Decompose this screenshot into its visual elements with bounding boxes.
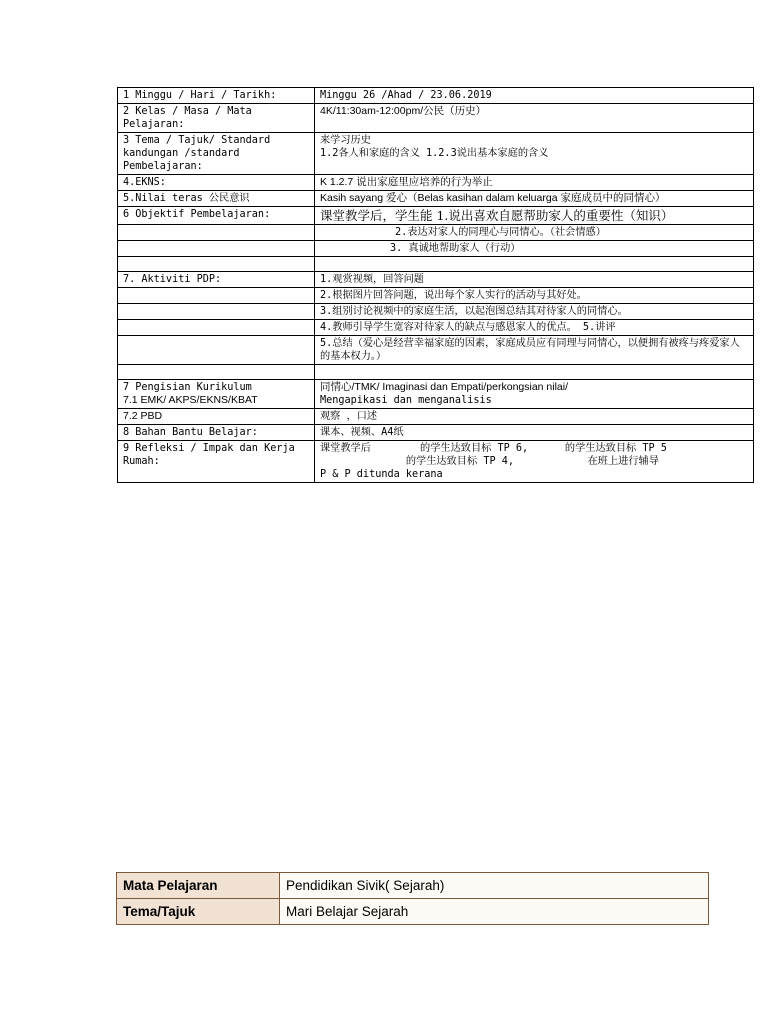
curriculum-line-1: 同情心/TMK/ Imaginasi dan Empati/perkongsian nilai/ [320, 381, 569, 393]
table-row [118, 365, 754, 380]
table-row [118, 320, 754, 336]
table-row [118, 241, 754, 257]
table-row [118, 441, 754, 483]
row-value-materials: 课本、视频、A4纸 [315, 425, 754, 441]
row-value-class: 4K/11:30am-12:00pm/公民（历史） [315, 104, 754, 133]
row-label-nilai: 5.Nilai teras 公民意识 [118, 191, 315, 207]
row-label-activity: 7. Aktiviti PDP: [118, 272, 315, 288]
table-row [118, 104, 754, 133]
topic-label: Tema/Tajuk [117, 899, 280, 925]
row-label-objective: 6 Objektif Pembelajaran: [118, 207, 315, 225]
row-label-empty [118, 336, 315, 365]
table-row [118, 380, 754, 409]
lesson-plan-table [117, 87, 754, 483]
reflection-line-2: 的学生达致目标 TP 4, 在班上进行辅导 [320, 456, 659, 467]
row-label-week: 1 Minggu / Hari / Tarikh: [118, 88, 315, 104]
row-value-objective-2: 2.表达对家人的同理心与同情心。（社会情感） [315, 225, 754, 241]
table-row [118, 409, 754, 425]
row-value-reflection [315, 441, 754, 483]
row-value-activity-4: 4.教师引导学生宽容对待家人的缺点与感恩家人的优点。 5.讲评 [315, 320, 754, 336]
row-label-pbd: 7.2 PBD [118, 409, 315, 425]
row-value-activity-5: 5.总结（爱心是经营幸福家庭的因素，家庭成员应有同理与同情心，以便拥有被疼与疼爱家人的基本权力。） [315, 336, 754, 365]
row-value-theme [315, 133, 754, 175]
subject-label: Mata Pelajaran [117, 873, 280, 899]
subject-summary-table [116, 872, 709, 925]
row-value-pbd: 观察 ，口述 [315, 409, 754, 425]
row-label-reflection: 9 Refleksi / Impak dan Kerja Rumah: [118, 441, 315, 483]
table-row [118, 225, 754, 241]
table-row [118, 175, 754, 191]
row-label-empty [118, 320, 315, 336]
table-row [118, 191, 754, 207]
row-value-activity-2: 2.根据图片回答问题，说出每个家人实行的活动与其好处。 [315, 288, 754, 304]
row-value-nilai: Kasih sayang 爱心（Belas kasihan dalam keluarga 家庭成员中的同情心） [315, 191, 754, 207]
table-row [118, 207, 754, 225]
row-value-empty [315, 257, 754, 272]
table-row [118, 336, 754, 365]
row-label-empty [118, 225, 315, 241]
table-row [118, 425, 754, 441]
table-row [118, 257, 754, 272]
curriculum-line-2: Mengapikasi dan menganalisis [320, 395, 492, 406]
row-value-objective-3: 3. 真诚地帮助家人（行动） [315, 241, 754, 257]
row-value-week: Minggu 26 /Ahad / 23.06.2019 [315, 88, 754, 104]
row-label-class: 2 Kelas / Masa / Mata Pelajaran: [118, 104, 315, 133]
row-label-empty [118, 304, 315, 320]
row-label-empty [118, 288, 315, 304]
table-row [118, 304, 754, 320]
table-row [117, 899, 709, 925]
topic-value: Mari Belajar Sejarah [280, 899, 709, 925]
row-label-theme: 3 Tema / Tajuk/ Standard kandungan /standard Pembelajaran: [118, 133, 315, 175]
row-value-ekns: K 1.2.7 说出家庭里应培养的行为举止 [315, 175, 754, 191]
row-value-empty [315, 365, 754, 380]
row-label-empty [118, 257, 315, 272]
table-row [118, 288, 754, 304]
row-label-curriculum [118, 380, 315, 409]
theme-line-2: 1.2各人和家庭的含义 1.2.3说出基本家庭的含义 [320, 148, 549, 159]
table-row [117, 873, 709, 899]
curriculum-label-1: 7 Pengisian Kurikulum [123, 382, 252, 393]
table-row [118, 88, 754, 104]
row-value-activity-1: 1.观赏视频，回答问题 [315, 272, 754, 288]
theme-line-1: 来学习历史 [320, 135, 371, 146]
subject-value: Pendidikan Sivik( Sejarah) [280, 873, 709, 899]
curriculum-label-2: 7.1 EMK/ AKPS/EKNS/KBAT [123, 394, 258, 406]
row-label-ekns: 4.EKNS: [118, 175, 315, 191]
row-label-empty [118, 241, 315, 257]
reflection-line-3: P & P ditunda kerana [320, 469, 443, 480]
row-value-curriculum [315, 380, 754, 409]
row-value-activity-3: 3.组别讨论视频中的家庭生活，以起泡图总结其对待家人的同情心。 [315, 304, 754, 320]
table-row [118, 133, 754, 175]
row-value-objective: 课堂教学后，学生能 1.说出喜欢自愿帮助家人的重要性（知识） [315, 207, 754, 225]
reflection-line-1: 课堂教学后 的学生达致目标 TP 6, 的学生达致目标 TP 5 [320, 443, 667, 454]
table-row [118, 272, 754, 288]
row-label-empty [118, 365, 315, 380]
row-label-materials: 8 Bahan Bantu Belajar: [118, 425, 315, 441]
